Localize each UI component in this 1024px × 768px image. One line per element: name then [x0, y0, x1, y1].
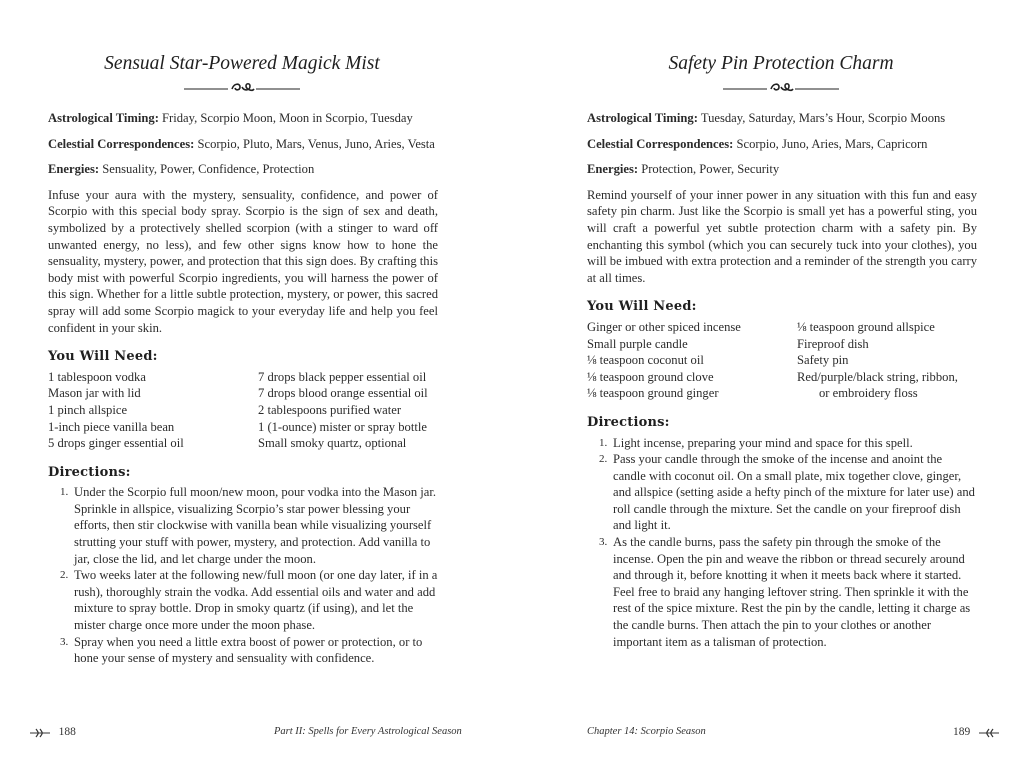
meta-label: Energies:: [48, 162, 100, 177]
meta-line: [587, 136, 977, 153]
step-number: 3.: [60, 635, 69, 648]
ingredient-item: ⅛ teaspoon coconut oil: [587, 353, 704, 368]
meta-line: [587, 161, 977, 178]
ingredient-item: Ginger or other spiced incense: [587, 319, 741, 334]
meta-value: Tuesday, Saturday, Mars’s Hour, Scorpio Moons: [697, 111, 946, 125]
title-ornament: [48, 80, 436, 96]
meta-label: Astrological Timing:: [48, 111, 159, 125]
ingredient-item: or embroidery floss: [819, 386, 918, 401]
direction-step: [48, 484, 438, 567]
step-text: Two weeks later at the following new/full moon (or one day later, if in a rush), thoroughly strain the vodka. Add essential oils and water and add mixture to spray bottle. Drop in smoky quartz (if using), and let the mister charge once more under the moon phase.: [74, 568, 438, 633]
meta-value: Protection, Power, Security: [638, 162, 780, 177]
left-page-body: [48, 110, 438, 667]
directions-heading: Directions:: [587, 414, 670, 430]
page-number: 189: [953, 726, 971, 738]
step-number: 1.: [60, 486, 69, 499]
right-footer-folio: [953, 726, 999, 738]
ingredients-column: [48, 369, 258, 452]
meta-line: [48, 110, 438, 127]
ingredient-item: ⅛ teaspoon ground clove: [587, 369, 714, 384]
direction-step: [48, 567, 438, 633]
direction-step: [587, 435, 977, 452]
meta-line: [48, 136, 438, 153]
ingredients-column: [258, 369, 438, 452]
right-page: [587, 0, 979, 768]
ingredients-list: [48, 369, 438, 452]
right-running-head: Chapter 14: Scorpio Season: [587, 726, 706, 737]
ingredients-column: [797, 319, 977, 402]
directions-list: [48, 484, 438, 667]
meta-value: Scorpio, Pluto, Mars, Venus, Juno, Aries, Vesta: [194, 136, 435, 151]
flourish-icon: [721, 80, 841, 94]
step-number: 3.: [599, 536, 608, 549]
folio-ornament-icon: [979, 728, 999, 738]
step-number: 2.: [599, 453, 608, 466]
meta-label: Energies:: [587, 162, 639, 177]
intro-paragraph: Remind yourself of your inner power in any situation with this fun and easy safety pin charm. Just like the Scorpio is small yet has a powerful sting, you will craft a powerful yet subtle protection charm with a safety pin. By enchanting this symbol (which you can securely tuck into your clothes), you will be imbued with extra protection and a reminder of the strength you carry at all times.: [587, 187, 977, 285]
ingredient-item: 1 (1-ounce) mister or spray bottle: [258, 419, 427, 434]
step-number: 2.: [60, 569, 69, 582]
step-text: Pass your candle through the smoke of the incense and anoint the candle with coconut oil. On a small plate, mix together clove, ginger, and allspice (setting aside a hefty pinch of the mixture for later use) and roll candle through the mixture. Set the candle on your fireproof dish and light it.: [613, 452, 975, 533]
left-running-head: Part II: Spells for Every Astrological Season: [274, 726, 462, 737]
ingredient-item: Red/purple/black string, ribbon,: [797, 369, 958, 384]
ingredient-item: Small smoky quartz, optional: [258, 436, 407, 451]
left-page: [48, 0, 448, 768]
ingredient-item: 5 drops ginger essential oil: [48, 436, 184, 451]
ingredient-item: ⅛ teaspoon ground allspice: [797, 319, 935, 334]
ingredients-column: [587, 319, 797, 402]
meta-line: [587, 110, 977, 127]
spell-title: Safety Pin Protection Charm: [668, 53, 894, 74]
right-page-body: [587, 110, 977, 650]
title-ornament: [587, 80, 975, 96]
direction-step: [48, 634, 438, 667]
ingredient-item: Safety pin: [797, 353, 849, 368]
intro-paragraph: Infuse your aura with the mystery, sensuality, confidence, and power of Scorpio with this special body spray. Scorpio is the sign of sex and death, symbolized by a protectively shelled scorpion (with a stinger to ward off unwanted energy, no less), and few other signs know how to hone the sensuality, mystery, power, and protection that this sign does. By crafting this body mist with powerful Scorpio ingredients, you will harness the power of this sign. Whether for a little subtle protection, mystery, or power, this sacred spray will add some Scorpio magick to your everyday life and help you feel confident in your skin.: [48, 187, 438, 335]
step-number: 1.: [599, 436, 608, 449]
ingredient-item: 2 tablespoons purified water: [258, 402, 402, 417]
left-footer-folio: [30, 726, 76, 738]
ingredient-item: 1 pinch allspice: [48, 402, 128, 417]
meta-label: Celestial Correspondences:: [48, 136, 195, 151]
folio-ornament-icon: [30, 728, 50, 738]
page-number: 188: [58, 726, 76, 738]
ingredient-item: 7 drops blood orange essential oil: [258, 386, 428, 401]
ingredient-item: Fireproof dish: [797, 336, 869, 351]
ingredient-item: 1-inch piece vanilla bean: [48, 419, 175, 434]
ingredient-item: 7 drops black pepper essential oil: [258, 369, 427, 384]
ingredients-list: [587, 319, 977, 402]
flourish-icon: [182, 80, 302, 94]
meta-value: Scorpio, Juno, Aries, Mars, Capricorn: [733, 136, 928, 151]
ingredient-item: Small purple candle: [587, 336, 688, 351]
step-text: Spray when you need a little extra boost of power or protection, or to hone your sense of mystery and sensuality with confidence.: [74, 634, 423, 666]
meta-label: Celestial Correspondences:: [587, 136, 734, 151]
you-will-need-heading: You Will Need:: [48, 349, 158, 365]
meta-line: [48, 161, 438, 178]
ingredient-item: ⅛ teaspoon ground ginger: [587, 386, 719, 401]
direction-step: [587, 534, 977, 650]
you-will-need-heading: You Will Need:: [587, 299, 697, 315]
step-text: As the candle burns, pass the safety pin through the smoke of the incense. Open the pin and weave the ribbon or thread securely around and through it, before knotting it when it meets back where it started. Feel free to braid any hanging leftover string. Then sprinkle it with the rest of the spice mixture. Rest the pin by the candle, letting it charge as the candle burns. Then attach the pin to your clothes or another important item as a talisman of protection.: [613, 535, 971, 649]
directions-heading: Directions:: [48, 464, 131, 480]
ingredient-item: Mason jar with lid: [48, 386, 141, 401]
step-text: Light incense, preparing your mind and space for this spell.: [613, 435, 913, 450]
meta-value: Sensuality, Power, Confidence, Protection: [99, 162, 315, 177]
direction-step: [587, 451, 977, 534]
meta-label: Astrological Timing:: [587, 111, 698, 125]
meta-value: Friday, Scorpio Moon, Moon in Scorpio, Tuesday: [158, 111, 413, 125]
ingredient-item: 1 tablespoon vodka: [48, 369, 146, 384]
directions-list: [587, 435, 977, 651]
spell-title: Sensual Star-Powered Magick Mist: [104, 53, 380, 74]
step-text: Under the Scorpio full moon/new moon, pour vodka into the Mason jar. Sprinkle in allspice, visualizing Scorpio’s star power blessing your efforts, then stir clockwise with vanilla bean while visualizing yourself strutting your stuff with power, mystery, and protection. Add vanilla to jar, close the lid, and let charge under the moon.: [74, 485, 437, 566]
